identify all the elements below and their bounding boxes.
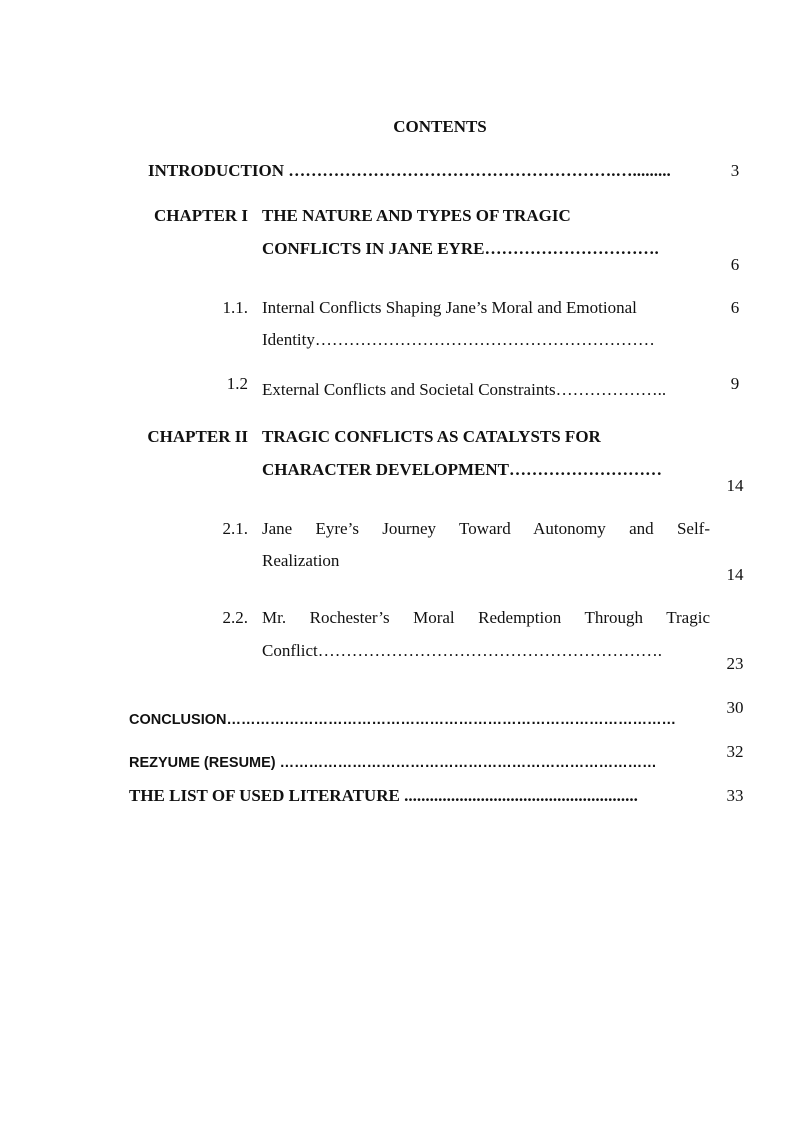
toc-entry-conclusion: CONCLUSION…………………………………………………………………………………: [129, 712, 676, 728]
page-number-section-2-2: 23: [726, 654, 744, 673]
chapter-2-title-line-1: TRAGIC CONFLICTS AS CATALYSTS FOR: [262, 427, 601, 446]
page-number-section-2-1: 14: [726, 565, 744, 584]
section-1-2-title: External Conflicts and Societal Constraints………………..: [262, 380, 667, 399]
section-1-2-number: 1.2: [226, 374, 248, 393]
chapter-2-title-line-2: CHARACTER DEVELOPMENT………………………: [262, 460, 662, 479]
section-2-2-title-line-2: Conflict…………………………………………………….: [262, 641, 662, 660]
page-number-section-1-1: 6: [730, 298, 740, 317]
toc-entry-introduction: INTRODUCTION ………………………………………………….….........: [148, 161, 671, 180]
page-number-literature: 33: [726, 786, 744, 805]
page-number-rezyume: 32: [726, 742, 744, 761]
toc-entry-rezyume: REZYUME (RESUME) ……………………………………………………………………: [129, 755, 657, 771]
page-number-chapter-1: 6: [730, 255, 740, 274]
chapter-1-title-line-1: THE NATURE AND TYPES OF TRAGIC: [262, 206, 571, 225]
toc-entry-literature: THE LIST OF USED LITERATURE .......................................................: [129, 786, 638, 805]
section-1-1-number: 1.1.: [222, 298, 248, 317]
section-2-1-title-line-1: Jane Eyre’s Journey Toward Autonomy and Self-: [262, 519, 710, 538]
section-2-1-number: 2.1.: [222, 519, 248, 538]
page-number-section-1-2: 9: [730, 374, 740, 393]
section-2-1-title-line-2: Realization: [262, 551, 340, 570]
section-2-2-title-line-1: Mr. Rochester’s Moral Redemption Through Tragic: [262, 608, 710, 627]
page-number-chapter-2: 14: [726, 476, 744, 495]
section-1-1-title-line-1: Internal Conflicts Shaping Jane’s Moral and Emotional: [262, 298, 637, 317]
section-2-2-number: 2.2.: [222, 608, 248, 627]
chapter-1-number: CHAPTER I: [154, 206, 248, 225]
chapter-1-title-line-2: CONFLICTS IN JANE EYRE………………………….: [262, 239, 659, 258]
page-number-introduction: 3: [730, 161, 740, 180]
chapter-2-number: CHAPTER II: [147, 427, 248, 446]
page-title: CONTENTS: [393, 117, 487, 136]
section-1-1-title-line-2: Identity……………………………………………………: [262, 330, 655, 349]
page-number-conclusion: 30: [726, 698, 744, 717]
